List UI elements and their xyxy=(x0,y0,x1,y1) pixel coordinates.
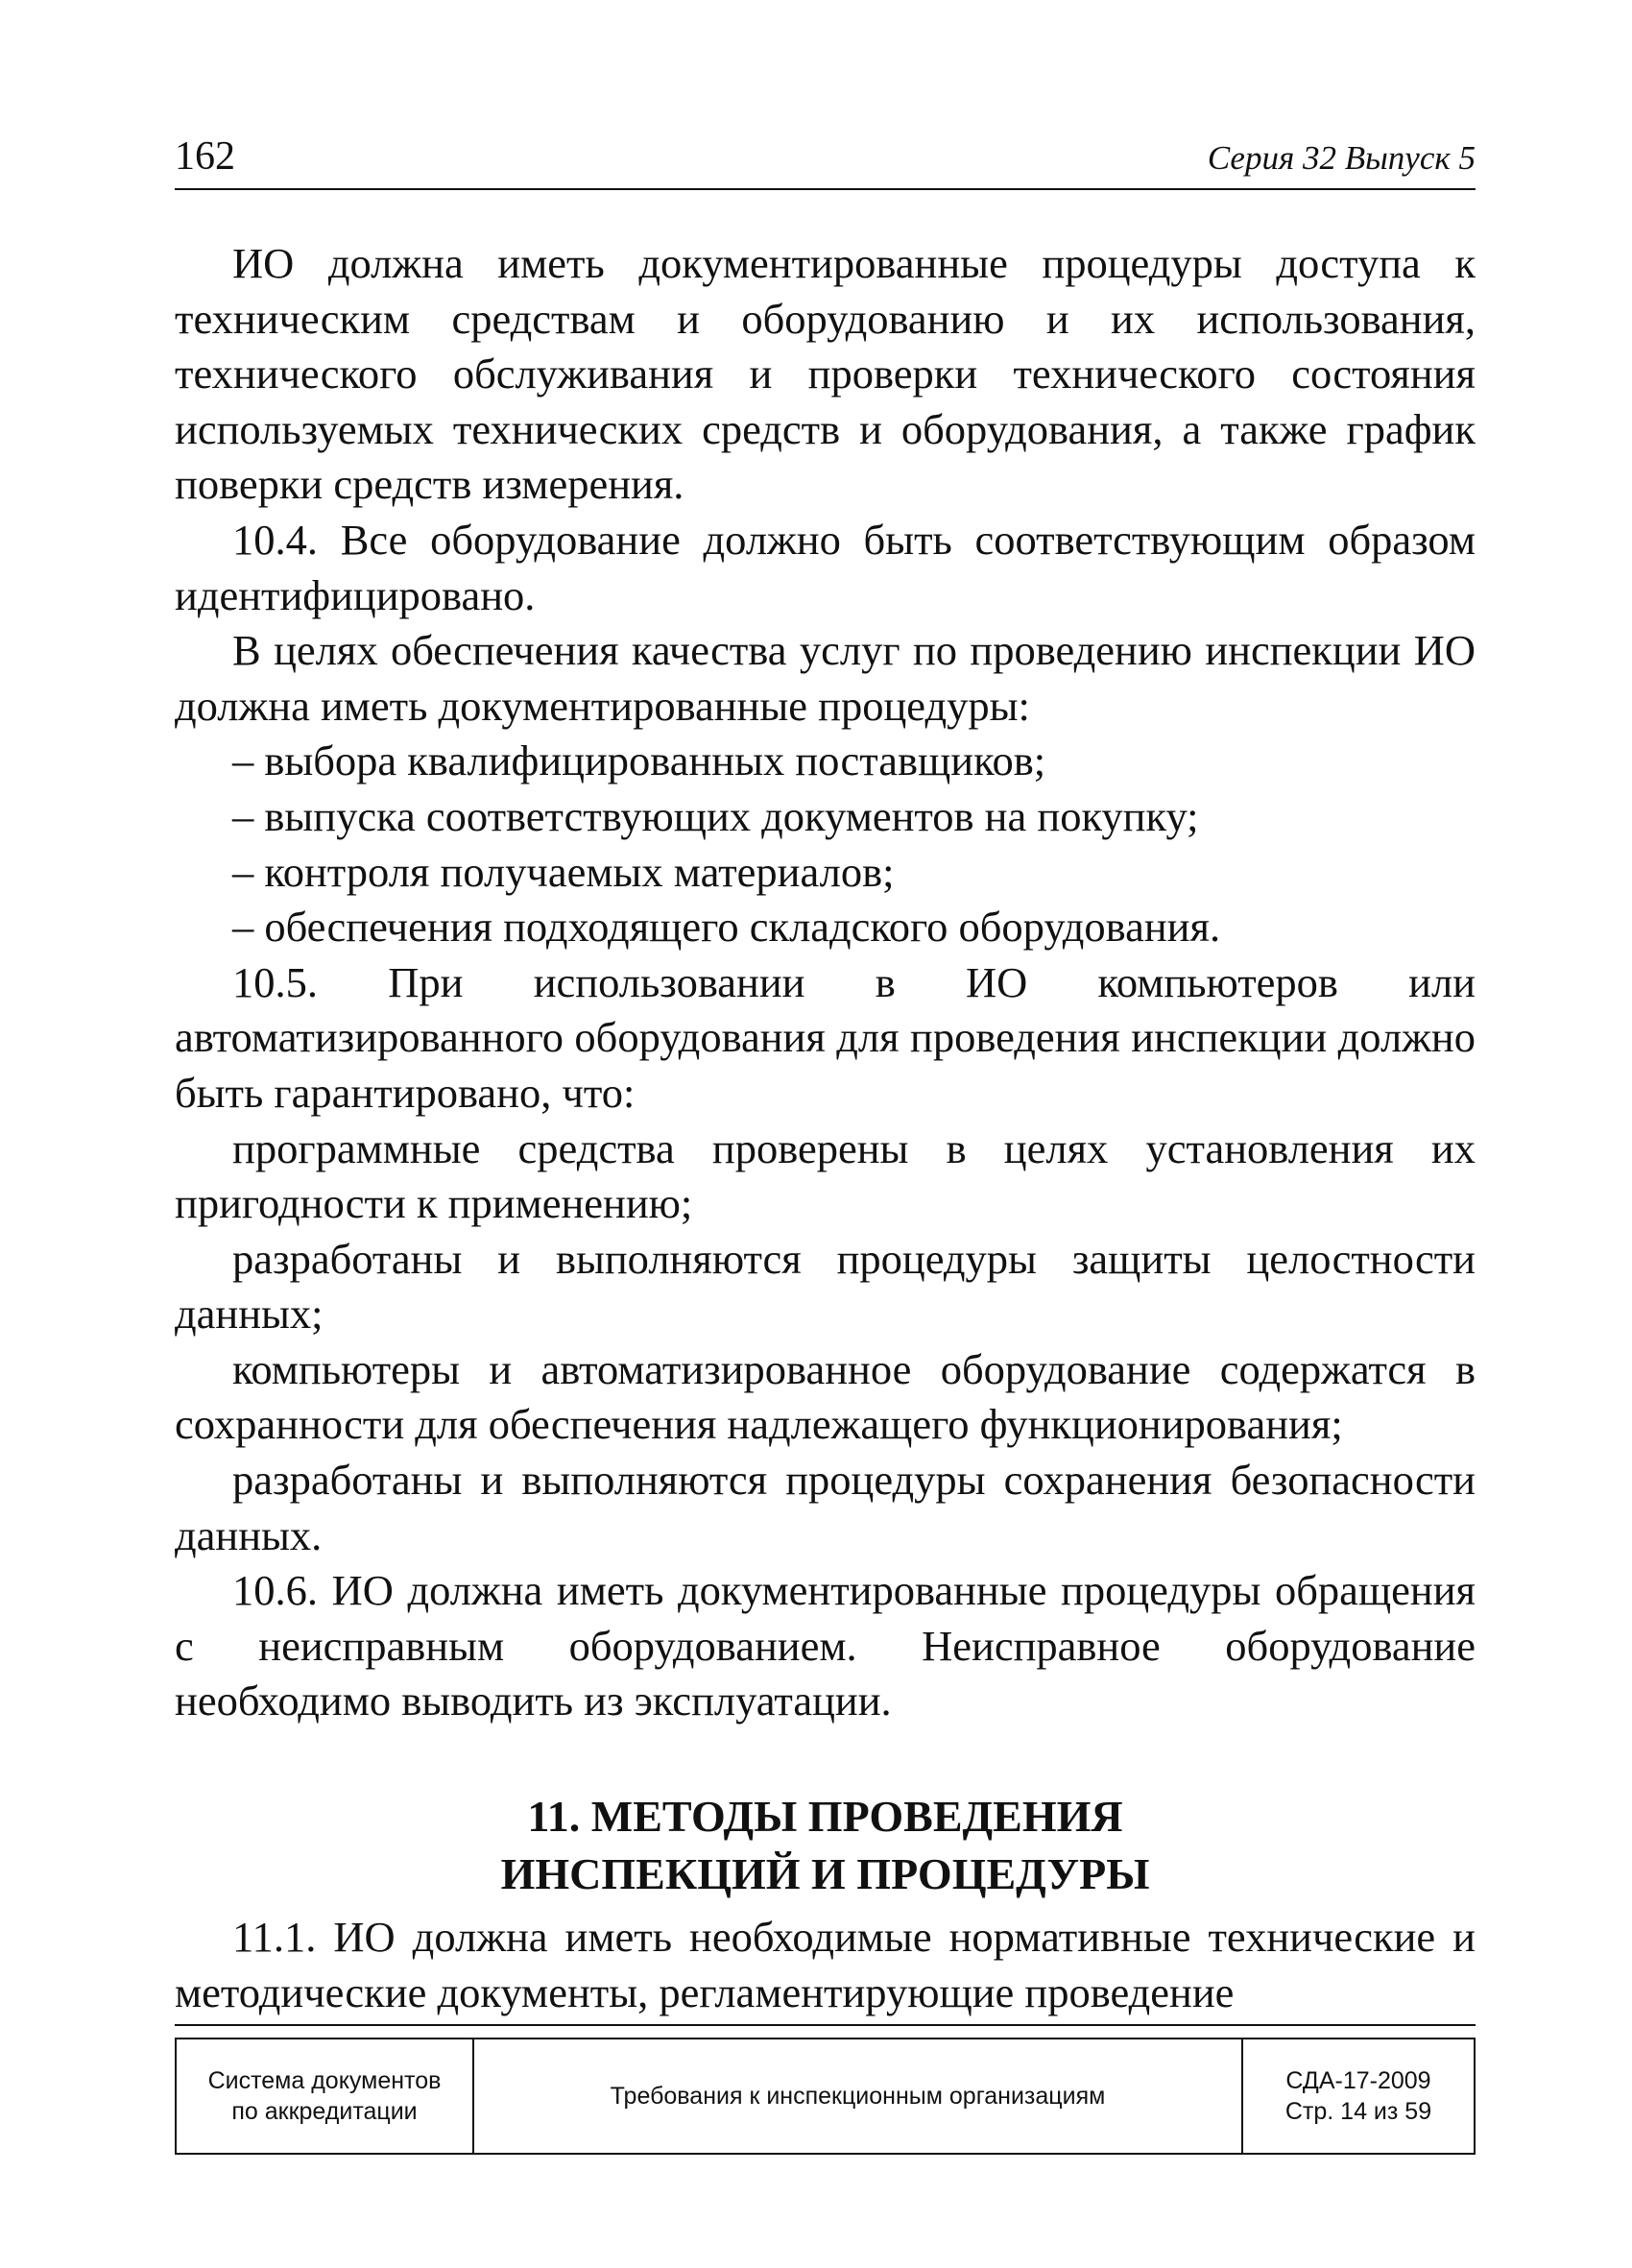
paragraph-10-4: 10.4. Все оборудование должно быть соответствующим образом идентифицировано. xyxy=(175,515,1476,619)
section-heading-line: ИНСПЕКЦИЙ И ПРОЦЕДУРЫ xyxy=(500,1849,1150,1898)
footer-system-line: Система документов xyxy=(207,2067,442,2094)
paragraph: В целях обеспечения качества услуг по проведению инспекции ИО должна иметь документированные процедуры: xyxy=(175,626,1476,730)
page-number: 162 xyxy=(175,134,235,179)
section-body xyxy=(175,1909,1476,2020)
series-label: Серия 32 Выпуск 5 xyxy=(1207,139,1476,177)
document-code: СДА-17-2009 xyxy=(1285,2067,1431,2094)
footer-code-cell xyxy=(1243,2039,1474,2153)
section-heading xyxy=(175,1788,1476,1903)
paragraph: ИО должна иметь документированные процедуры доступа к техническим средствам и оборудованию и их использования, технического обслуживания и проверки технического состояния используемых технических средств и оборудования, а также график поверки средств измерения. xyxy=(175,239,1476,509)
footer-table xyxy=(175,2038,1476,2155)
paragraph: разработаны и выполняются процедуры защиты целостности данных; xyxy=(175,1234,1476,1339)
page-counter: Стр. 14 из 59 xyxy=(1284,2098,1432,2125)
paragraph: компьютеры и автоматизированное оборудование содержатся в сохранности для обеспечения надлежащего функционирования; xyxy=(175,1344,1476,1449)
footer-system-cell xyxy=(177,2039,474,2153)
paragraph: разработаны и выполняются процедуры сохранения безопасности данных. xyxy=(175,1456,1476,1559)
paragraph-10-6: 10.6. ИО должна иметь документированные процедуры обращения с неисправным оборудованием. Неисправное оборудование необходимо выводить из эксплуатации. xyxy=(175,1566,1476,1725)
paragraph-11-1: 11.1. ИО должна иметь необходимые нормативные технические и методические документы, регламентирующие проведение xyxy=(175,1913,1476,2016)
paragraph: программные средства проверены в целях установления их пригодности к применению; xyxy=(175,1123,1476,1228)
paragraph-10-5: 10.5. При использовании в ИО компьютеров или автоматизированного оборудования для проведения инспекции должно быть гарантировано, что: xyxy=(175,957,1476,1117)
list-item: – выпуска соответствующих документов на покупку; xyxy=(232,791,1199,840)
body-text xyxy=(175,236,1476,1729)
page-header xyxy=(175,133,1476,190)
section-heading-line: 11. МЕТОДЫ ПРОВЕДЕНИЯ xyxy=(527,1792,1123,1841)
footer-system-line: по аккредитации xyxy=(231,2098,418,2125)
footer-divider xyxy=(175,2024,1476,2026)
footer-title-cell xyxy=(474,2039,1243,2153)
list-item: – выбора квалифицированных поставщиков; xyxy=(232,736,1046,785)
list-item: – контроля получаемых материалов; xyxy=(232,847,895,896)
footer-title: Требования к инспекционным организациям xyxy=(610,2083,1106,2110)
list-item: – обеспечения подходящего складского оборудования. xyxy=(232,903,1221,952)
